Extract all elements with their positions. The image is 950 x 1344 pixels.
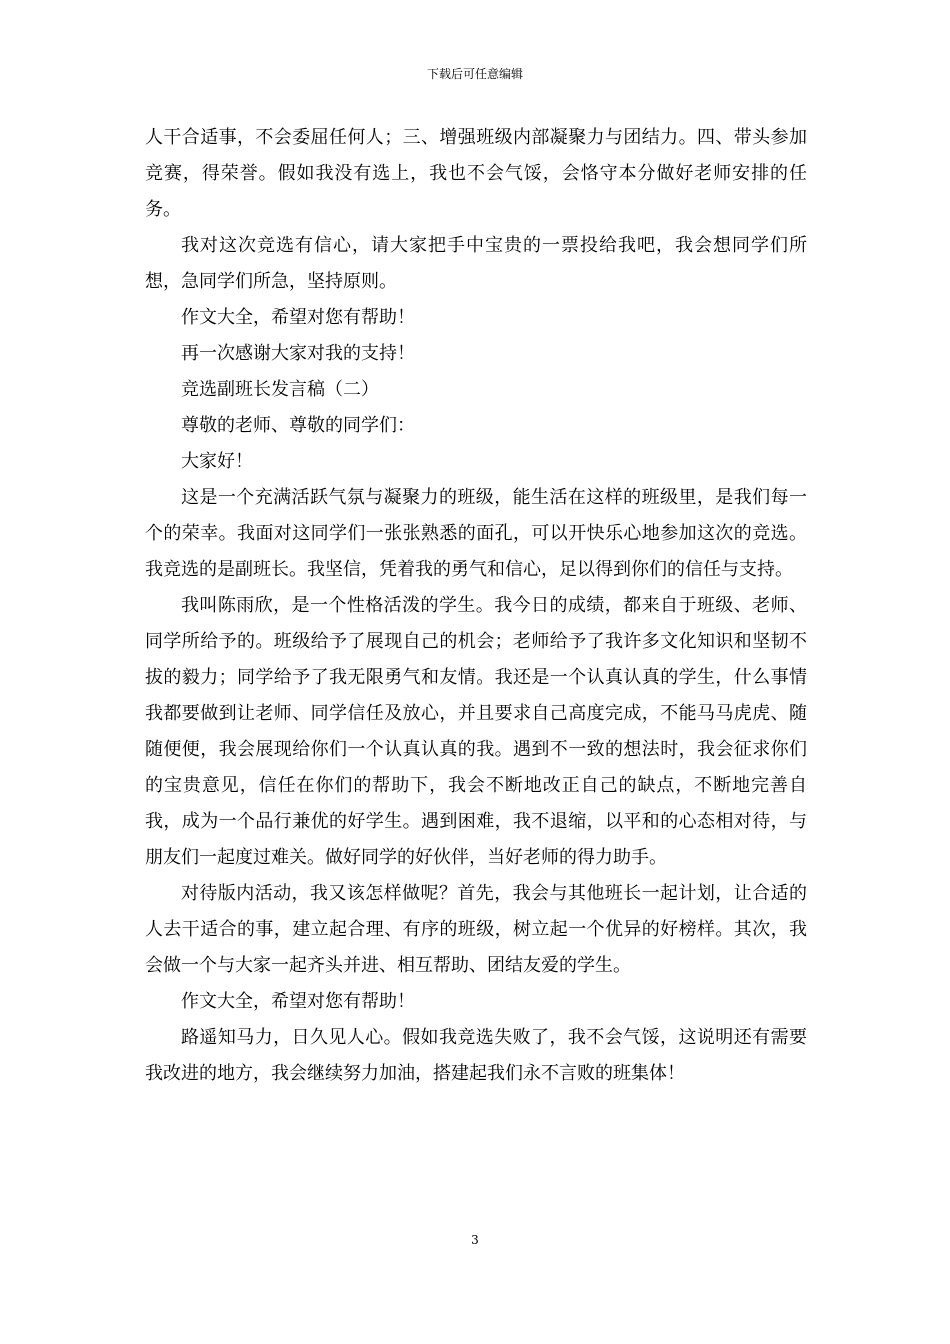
paragraph: 作文大全，希望对您有帮助！: [181, 991, 415, 1012]
paragraph: 作文大全，希望对您有帮助！: [181, 307, 415, 328]
document-body: [145, 120, 807, 1092]
section-title: 竞选副班长发言稿（二）: [181, 379, 379, 400]
paragraph: 对待版内活动，我又该怎样做呢？首先，我会与其他班长一起计划，让合适的人去干适合的事，建立起合理、有序的班级，树立起一个优异的好榜样。其次，我会做一个与大家一起齐头并进、相互帮助、团结友爱的学生。: [145, 883, 807, 976]
paragraph: 再一次感谢大家对我的支持！: [181, 343, 415, 364]
paragraph: 人干合适事，不会委屈任何人；三、增强班级内部凝聚力与团结力。四、带头参加竞赛，得荣誉。假如我没有选上，我也不会气馁，会恪守本分做好老师安排的任务。: [145, 127, 807, 220]
greeting: 大家好！: [181, 451, 253, 472]
paragraph: 这是一个充满活跃气氛与凝聚力的班级，能生活在这样的班级里，是我们每一个的荣幸。我面对这同学们一张张熟悉的面孔，可以开快乐心地参加这次的竞选。我竞选的是副班长。我坚信，凭着我的勇气和信心，足以得到你们的信任与支持。: [145, 487, 807, 580]
paragraph: 我对这次竞选有信心，请大家把手中宝贵的一票投给我吧，我会想同学们所想，急同学们所急，坚持原则。: [145, 235, 807, 292]
page-number: 3: [471, 1233, 479, 1247]
paragraph: 路遥知马力，日久见人心。假如我竞选失败了，我不会气馁，这说明还有需要我改进的地方，我会继续努力加油，搭建起我们永不言败的班集体！: [145, 1027, 807, 1084]
salutation: 尊敬的老师、尊敬的同学们：: [181, 415, 415, 436]
paragraph: 我叫陈雨欣，是一个性格活泼的学生。我今日的成绩，都来自于班级、老师、同学所给予的。班级给予了展现自己的机会；老师给予了我许多文化知识和坚韧不拔的毅力；同学给予了我无限勇气和友情。我还是一个认真认真的学生，什么事情我都要做到让老师、同学信任及放心，并且要求自己高度完成，不能马马虎虎、随随便便，我会展现给你们一个认真认真的我。遇到不一致的想法时，我会征求你们的宝贵意见，信任在你们的帮助下，我会不断地改正自己的缺点，不断地完善自我，成为一个品行兼优的好学生。遇到困难，我不退缩，以平和的心态相对待，与朋友们一起度过难关。做好同学的好伙伴，当好老师的得力助手。: [145, 595, 807, 868]
page-header: 下载后可任意编辑: [426, 67, 523, 81]
